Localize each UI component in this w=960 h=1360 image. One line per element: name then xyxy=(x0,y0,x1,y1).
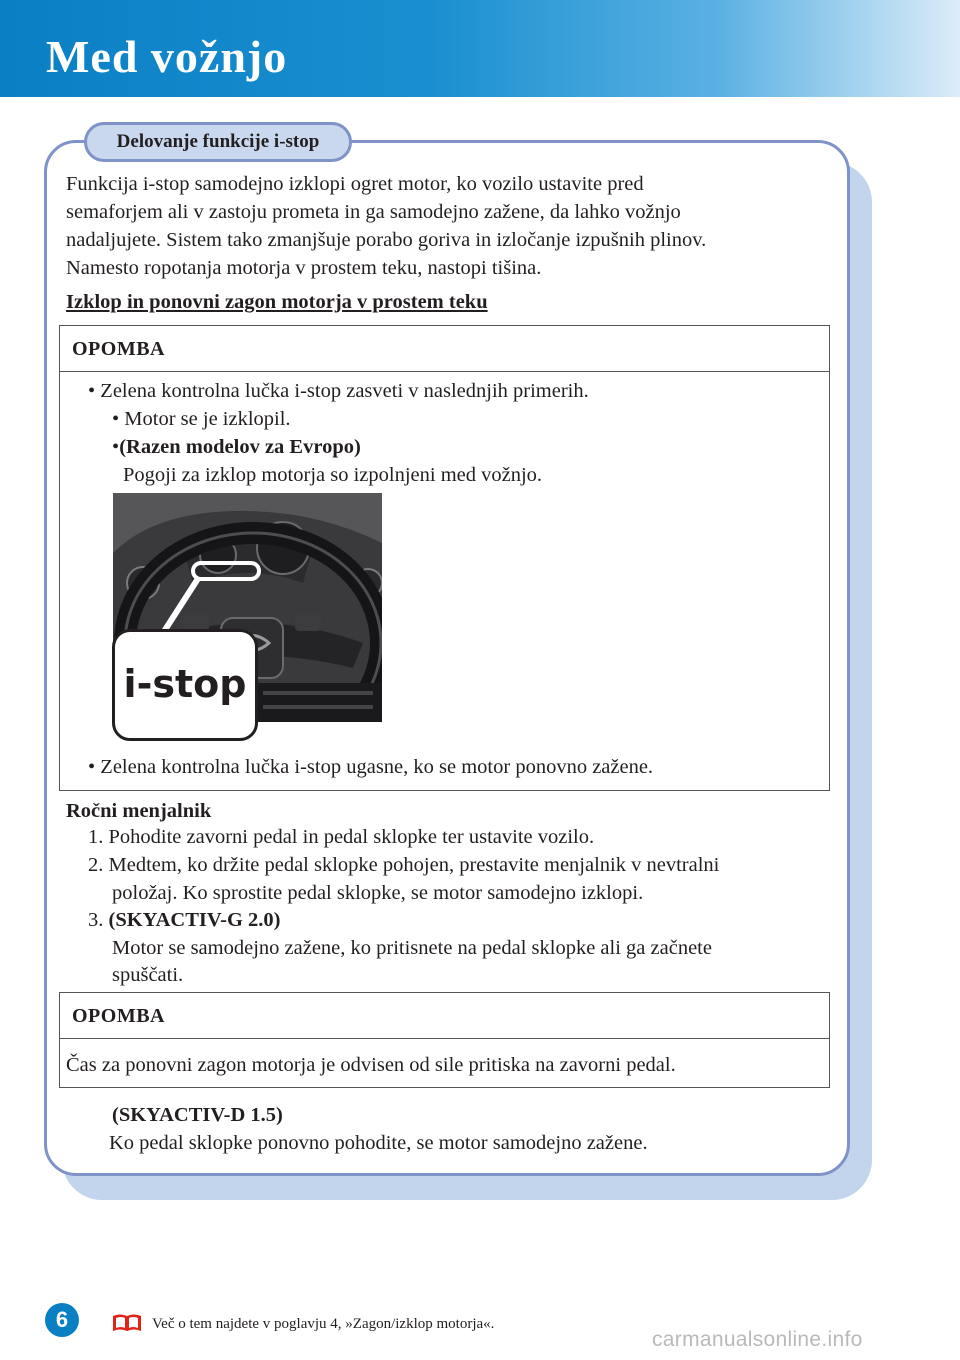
note-sub-bullet xyxy=(112,433,361,461)
step-item-continuation: Motor se samodejno zažene, ko pritisnete na pedal sklopke ali ga začnete xyxy=(112,937,712,959)
section-tab-label: Delovanje funkcije i-stop xyxy=(84,122,352,162)
diesel-variant-text: Ko pedal sklopke ponovno pohodite, se motor samodejno zažene. xyxy=(109,1132,648,1154)
subheading: Izklop in ponovni zagon motorja v prostem teku xyxy=(66,291,488,313)
note-sub-bullet: • Motor se je izklopil. xyxy=(112,408,291,430)
step-number: 3. xyxy=(88,909,104,931)
note-heading: OPOMBA xyxy=(60,326,829,372)
note-condition-bold: (Razen modelov za Evropo) xyxy=(119,436,361,458)
watermark: carmanualsonline.info xyxy=(652,1328,863,1351)
page-title: Med vožnjo xyxy=(46,31,288,82)
intro-line: semaforjem ali v zastoju prometa in ga samodejno zažene, da lahko vožnjo xyxy=(66,201,681,223)
chapter-reference: Več o tem najdete v poglavju 4, »Zagon/izklop motorja«. xyxy=(152,1316,495,1332)
diesel-variant-heading: (SKYACTIV-D 1.5) xyxy=(112,1104,283,1126)
intro-paragraph xyxy=(66,170,806,282)
step-item-continuation: položaj. Ko sprostite pedal sklopke, se motor samodejno izklopi. xyxy=(112,882,644,904)
note-condition-text: Pogoji za izklop motorja so izpolnjeni med vožnjo. xyxy=(123,464,543,486)
step-item-continuation: spuščati. xyxy=(112,964,184,986)
note-bullet: • Zelena kontrolna lučka i-stop zasveti v naslednjih primerih. xyxy=(88,380,589,402)
intro-line: nadaljujete. Sistem tako zmanjšuje porabo goriva in izločanje izpušnih plinov. xyxy=(66,229,707,251)
i-stop-callout: i-stop xyxy=(112,629,258,741)
manual-heading: Ročni menjalnik xyxy=(66,800,212,822)
step-item xyxy=(88,906,281,934)
intro-line: Namesto ropotanja motorja v prostem teku, nastopi tišina. xyxy=(66,257,542,279)
note-heading: OPOMBA xyxy=(60,993,829,1039)
note-bullet: • Zelena kontrolna lučka i-stop ugasne, ko se motor ponovno zažene. xyxy=(88,756,654,778)
bullet-mark: • xyxy=(112,436,120,458)
page-number: 6 xyxy=(45,1303,79,1337)
note-text: Čas za ponovni zagon motorja je odvisen od sile pritiska na zavorni pedal. xyxy=(66,1054,676,1076)
book-icon xyxy=(112,1312,142,1332)
step-engine-variant: (SKYACTIV-G 2.0) xyxy=(108,909,281,931)
intro-line: Funkcija i-stop samodejno izklopi ogret motor, ko vozilo ustavite pred xyxy=(66,173,644,195)
step-item: 1. Pohodite zavorni pedal in pedal sklopke ter ustavite vozilo. xyxy=(88,826,595,848)
step-item: 2. Medtem, ko držite pedal sklopke pohojen, prestavite menjalnik v nevtralni xyxy=(88,854,720,876)
